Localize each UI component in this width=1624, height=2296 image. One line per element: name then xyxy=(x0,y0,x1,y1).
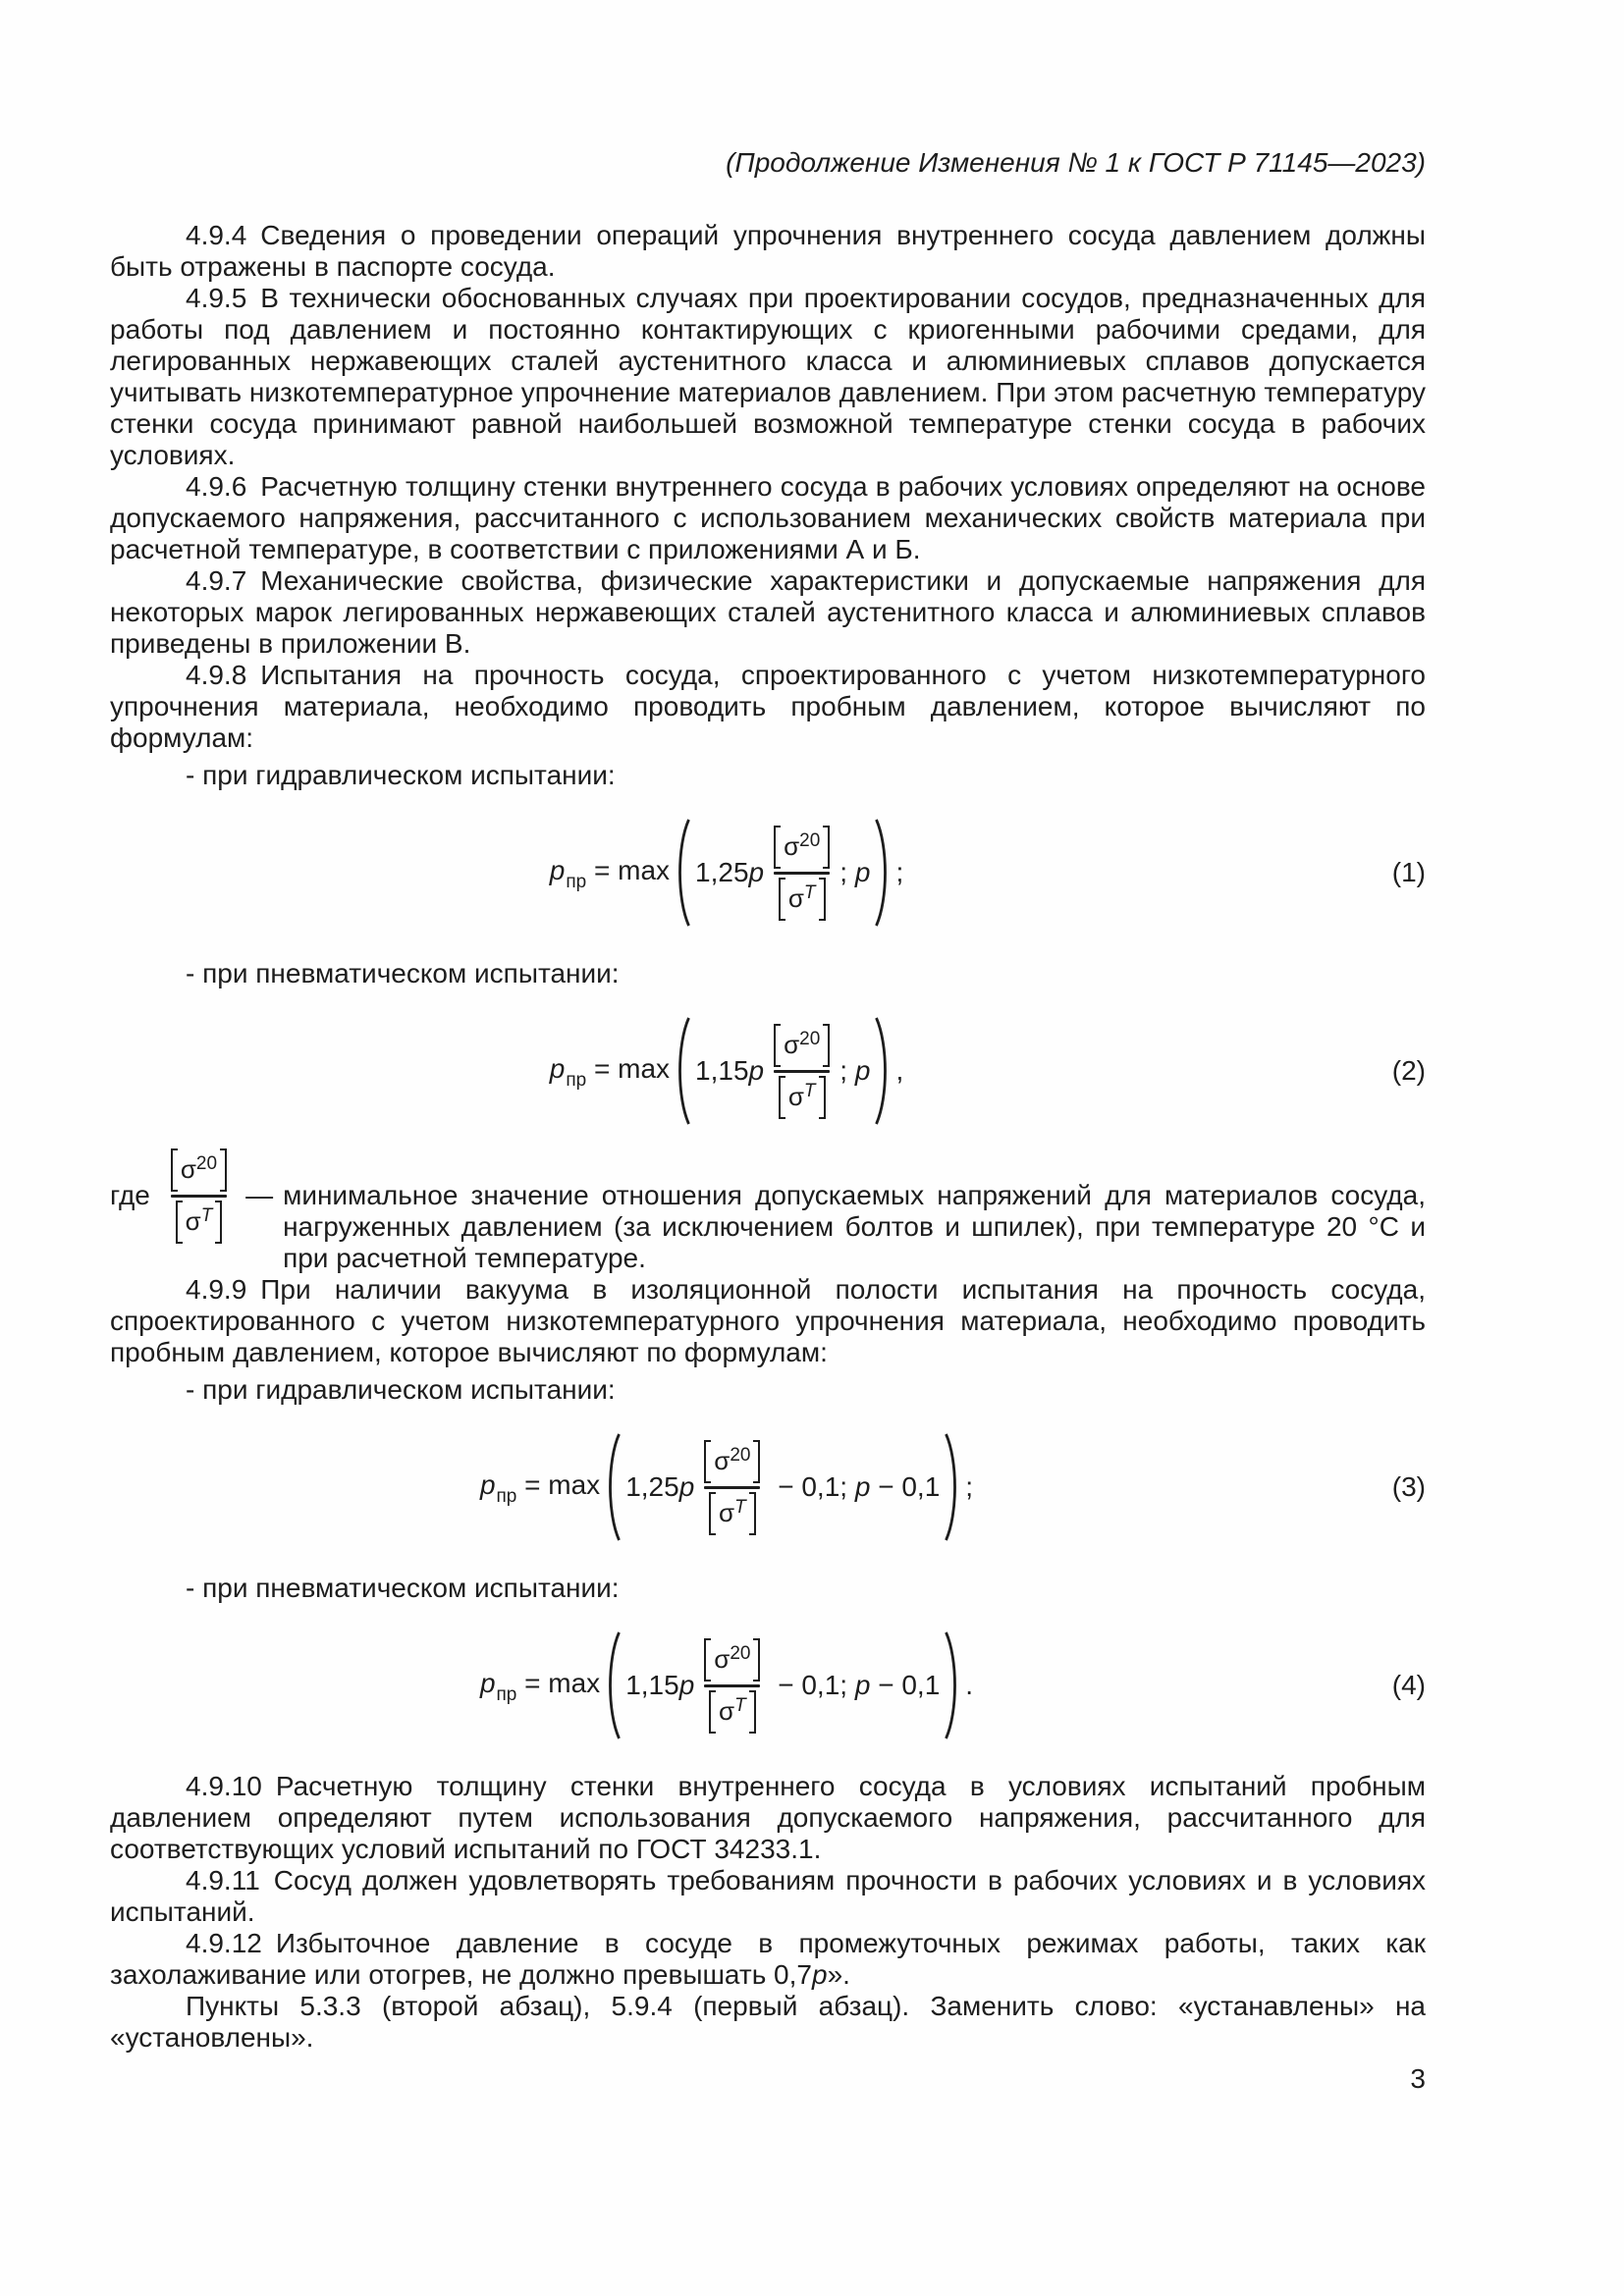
page-header: (Продолжение Изменения № 1 к ГОСТ Р 71145—2023) xyxy=(726,147,1426,178)
formula-second-argument: ; p xyxy=(839,1055,871,1086)
left-parenthesis xyxy=(603,1431,623,1543)
sigma-ratio-fraction xyxy=(774,826,830,921)
paragraph-4-9-7 xyxy=(110,565,1426,660)
denominator-bracket: $\sigma^T$ xyxy=(176,1201,223,1244)
paragraph-amendment-5-3-3 xyxy=(110,1991,1426,2054)
formula-2 xyxy=(110,1015,1426,1127)
paragraph-4-9-8 xyxy=(110,660,1426,754)
paragraph-4-9-6 xyxy=(110,471,1426,565)
formula-lhs: $p_{пр} = \max$ xyxy=(479,1668,601,1705)
left-parenthesis xyxy=(673,1015,692,1127)
formula-3 xyxy=(110,1431,1426,1543)
clause-number: 4.9.12 xyxy=(186,1928,262,1958)
clause-text-end: ». xyxy=(827,1959,850,1990)
numerator-bracket: $\sigma^{20}$ xyxy=(774,826,830,869)
sigma-ratio-fraction xyxy=(704,1638,760,1734)
paragraph-4-9-10 xyxy=(110,1771,1426,1865)
equation-number-4: (4) xyxy=(1391,1670,1426,1700)
right-parenthesis xyxy=(873,817,893,929)
formula-second-argument: − 0,1; p − 0,1 xyxy=(770,1670,941,1700)
formula-4-body xyxy=(110,1629,1343,1741)
fraction-bar xyxy=(774,1070,830,1073)
formula-4 xyxy=(110,1629,1426,1741)
where-description: минимальное значение отношения допускаемых напряжений для материалов сосуда, нагруженных давлением (за исключением болтов и шпилек), при температуре 20 °С и при расчетной температуре. xyxy=(283,1180,1426,1273)
definition-dash: — xyxy=(245,1180,274,1210)
page-number: 3 xyxy=(1410,2063,1426,2094)
fraction-bar xyxy=(704,1486,760,1489)
clause-number: 4.9.9 xyxy=(186,1274,247,1305)
clause-text: При наличии вакуума в изоляционной полости испытания на прочность сосуда, спроектированного с учетом низкотемпературного упрочнения материала, необходимо проводить пробным давлением, которое вычисляют по формулам: xyxy=(110,1274,1426,1367)
numerator-bracket: $\sigma^{20}$ xyxy=(704,1440,760,1483)
numerator-bracket: $\sigma^{20}$ xyxy=(704,1638,760,1682)
formula-punctuation: ; xyxy=(965,1471,974,1502)
formula-punctuation: . xyxy=(965,1670,974,1700)
formula-1 xyxy=(110,817,1426,929)
formula-2-body xyxy=(110,1015,1343,1127)
formula-lhs: $p_{пр} = \max$ xyxy=(479,1469,601,1507)
denominator-bracket: $\sigma^T$ xyxy=(709,1690,756,1734)
equation-number-1: (1) xyxy=(1391,857,1426,887)
formula-coefficient: 1,15p xyxy=(625,1670,695,1700)
fraction-bar xyxy=(704,1684,760,1687)
paragraph-4-9-9 xyxy=(110,1274,1426,1368)
left-parenthesis xyxy=(673,817,692,929)
hydraulic-test-leadin-1: - при гидравлическом испытании: xyxy=(186,760,616,790)
where-label: где xyxy=(110,1180,150,1210)
denominator-bracket: $\sigma^T$ xyxy=(779,878,826,921)
clause-text: В технически обоснованных случаях при проектировании сосудов, предназначенных для работы под давлением и постоянно контактирующих с криогенными рабочими средами, для легированных нержавеющих сталей аустенитного класса и алюминиевых сплавов допускается учитывать низкотемпературное упрочнение материалов давлением. При этом расчетную температуру стенки сосуда принимают равной наибольшей возможной температуре стенки сосуда в рабочих условиях. xyxy=(110,283,1426,470)
sigma-ratio-fraction xyxy=(774,1024,830,1119)
fraction-bar xyxy=(774,872,830,875)
formula-second-argument: ; p xyxy=(839,857,871,887)
denominator-bracket: $\sigma^T$ xyxy=(779,1076,826,1119)
where-symbol-group xyxy=(110,1152,283,1236)
clause-number: 4.9.7 xyxy=(186,565,247,596)
paragraph-4-9-4 xyxy=(110,220,1426,283)
formula-coefficient: 1,25p xyxy=(695,857,765,887)
denominator-bracket: $\sigma^T$ xyxy=(709,1492,756,1535)
paragraph-4-9-12 xyxy=(110,1928,1426,1991)
clause-number: 4.9.10 xyxy=(186,1771,262,1801)
clause-text: Сведения о проведении операций упрочнения внутреннего сосуда давлением должны быть отражены в паспорте сосуда. xyxy=(110,220,1426,282)
clause-number: 4.9.6 xyxy=(186,471,247,502)
formula-lhs: $p_{пр} = \max$ xyxy=(549,1053,671,1091)
clause-text: Избыточное давление в сосуде в промежуточных режимах работы, таких как захолаживание или отогрев, не должно превышать 0,7 xyxy=(110,1928,1426,1990)
paragraph-4-9-5 xyxy=(110,283,1426,471)
clause-text: Расчетную толщину стенки внутреннего сосуда в рабочих условиях определяют на основе допускаемого напряжения, рассчитанного с использованием механических свойств материала при расчетной температуре, в соответствии с приложениями А и Б. xyxy=(110,471,1426,564)
clause-text: Сосуд должен удовлетворять требованиям прочности в рабочих условиях и в условиях испытаний. xyxy=(110,1865,1426,1927)
formula-coefficient: 1,25p xyxy=(625,1471,695,1502)
formula-1-body xyxy=(110,817,1343,929)
clause-number: 4.9.11 xyxy=(186,1865,260,1896)
left-parenthesis xyxy=(603,1629,623,1741)
right-parenthesis xyxy=(873,1015,893,1127)
paragraph-4-9-11 xyxy=(110,1865,1426,1928)
pneumatic-test-leadin-2: - при пневматическом испытании: xyxy=(186,1573,620,1603)
sigma-ratio-fraction xyxy=(171,1148,227,1244)
right-parenthesis xyxy=(943,1431,962,1543)
pneumatic-test-leadin-1: - при пневматическом испытании: xyxy=(186,958,620,988)
formula-second-argument: − 0,1; p − 0,1 xyxy=(770,1471,941,1502)
clause-text: Пункты 5.3.3 (второй абзац), 5.9.4 (первый абзац). Заменить слово: «устанавлены» на «установлены». xyxy=(110,1991,1426,2053)
clause-number: 4.9.5 xyxy=(186,283,247,313)
formula-coefficient: 1,15p xyxy=(695,1055,765,1086)
clause-number: 4.9.8 xyxy=(186,660,247,690)
clause-number: 4.9.4 xyxy=(186,220,247,250)
clause-text: Расчетную толщину стенки внутреннего сосуда в условиях испытаний пробным давлением определяют путем использования допускаемого напряжения, рассчитанного для соответствующих условий испытаний по ГОСТ 34233.1. xyxy=(110,1771,1426,1864)
right-parenthesis xyxy=(943,1629,962,1741)
equation-number-3: (3) xyxy=(1391,1471,1426,1502)
formula-3-body xyxy=(110,1431,1343,1543)
formula-punctuation: ; xyxy=(895,857,904,887)
clause-text: Механические свойства, физические характеристики и допускаемые напряжения для некоторых марок легированных нержавеющих сталей аустенитного класса и алюминиевых сплавов приведены в приложении В. xyxy=(110,565,1426,659)
numerator-bracket: $\sigma^{20}$ xyxy=(774,1024,830,1067)
fraction-bar xyxy=(171,1195,227,1198)
formula-punctuation: , xyxy=(895,1055,904,1086)
numerator-bracket: $\sigma^{20}$ xyxy=(171,1148,227,1192)
pressure-variable: p xyxy=(811,1959,828,1990)
hydraulic-test-leadin-2: - при гидравлическом испытании: xyxy=(186,1374,616,1405)
where-definition xyxy=(110,1152,1426,1274)
equation-number-2: (2) xyxy=(1391,1055,1426,1086)
clause-text: Испытания на прочность сосуда, спроектированного с учетом низкотемпературного упрочнения материала, необходимо проводить пробным давлением, которое вычисляют по формулам: xyxy=(110,660,1426,753)
sigma-ratio-fraction xyxy=(704,1440,760,1535)
formula-lhs: $p_{пр} = \max$ xyxy=(549,855,671,892)
